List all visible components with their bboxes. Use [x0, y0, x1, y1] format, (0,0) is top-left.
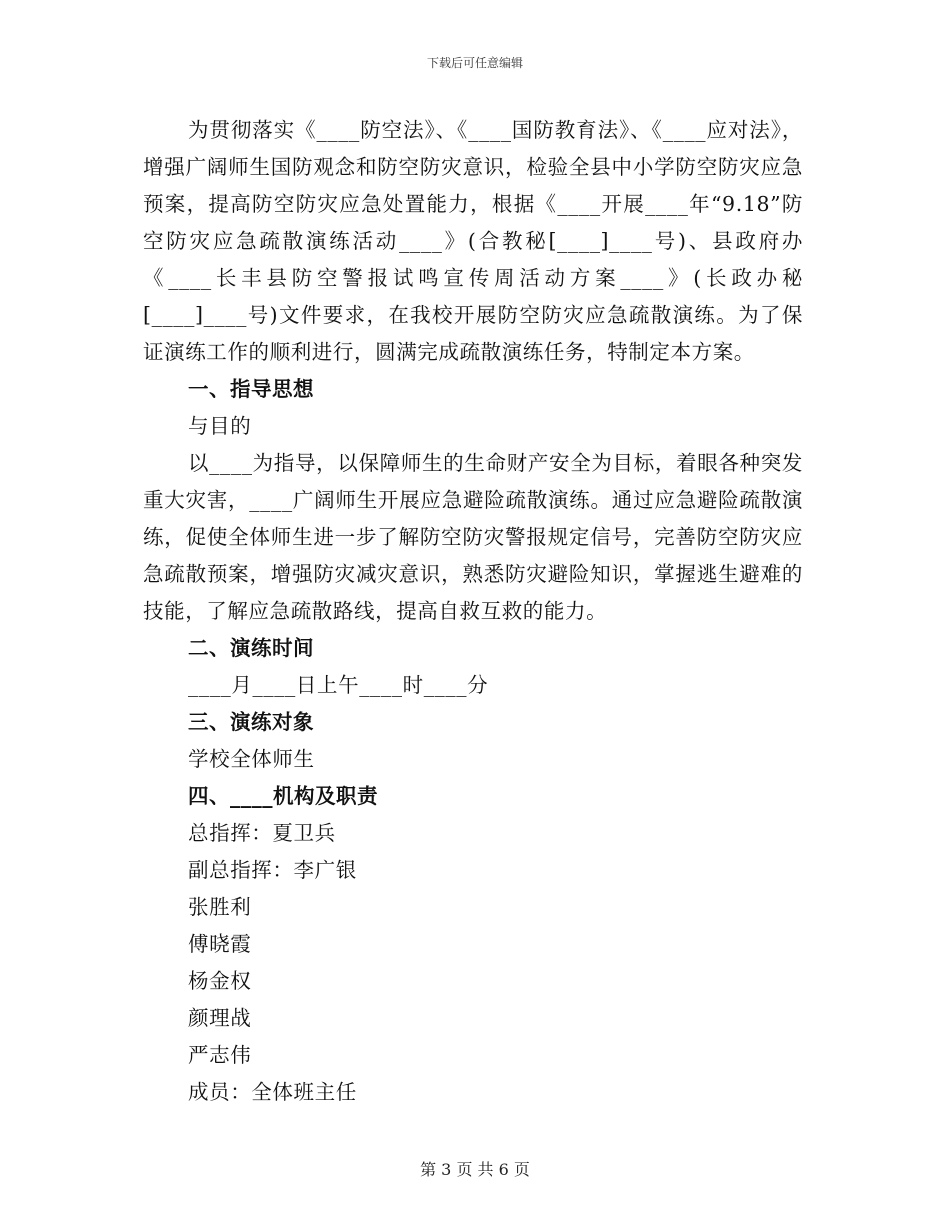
intro-paragraph: 为贯彻落实《____防空法》、《____国防教育法》、《____应对法》，增强广阔师生国防观念和防空防灾意识，检验全县中小学防空防灾应急预案，提高防空防灾应急处置能力，根据《____开展____年“9.18”防空防灾应急疏散演练活动____》(合教秘[____]____号)、县政府办《____长丰县防空警报试鸣宣传周活动方案____》(长政办秘[____]____号)文件要求，在我校开展防空防灾应急疏散演练。为了保证演练工作的顺利进行，圆满完成疏散演练任务，特制定本方案。: [143, 118, 803, 364]
org-member-name: 杨金权: [188, 969, 252, 993]
org-member-name: 颜理战: [188, 1006, 252, 1030]
org-member-name: 严志伟: [188, 1043, 252, 1067]
section-heading-organization: 四、____机构及职责: [188, 784, 378, 808]
page-header-note: 下载后可任意编辑: [426, 56, 523, 70]
org-member-name: 傅晓霞: [188, 932, 252, 956]
guiding-ideology-paragraph: 以____为指导，以保障师生的生命财产安全为目标，着眼各种突发重大灾害，____广阔师生开展应急避险疏散演练。通过应急避险疏散演练，促使全体师生进一步了解防空防灾警报规定信号，完善防空防灾应急疏散预案，增强防灾减灾意识，熟悉防灾避险知识，掌握逃生避难的技能，了解应急疏散路线，提高自救互救的能力。: [143, 451, 803, 623]
document-body: [143, 112, 803, 1111]
drill-participants-text: 学校全体师生: [188, 747, 315, 771]
section-heading-guiding-ideology: 一、指导思想: [188, 377, 314, 401]
section-heading-drill-participants: 三、演练对象: [188, 710, 314, 734]
org-member-name: 张胜利: [188, 895, 252, 919]
section-heading-drill-time: 二、演练时间: [188, 636, 314, 660]
drill-time-text: ____月____日上午____时____分: [188, 673, 489, 697]
org-deputy-commander: 副总指挥：李广银: [188, 858, 357, 882]
page-number-footer: 第 3 页 共 6 页: [420, 1160, 530, 1179]
org-members-homeroom-teachers: 成员：全体班主任: [188, 1080, 357, 1104]
org-chief-commander: 总指挥：夏卫兵: [188, 821, 336, 845]
section-heading-continuation: 与目的: [188, 414, 252, 438]
